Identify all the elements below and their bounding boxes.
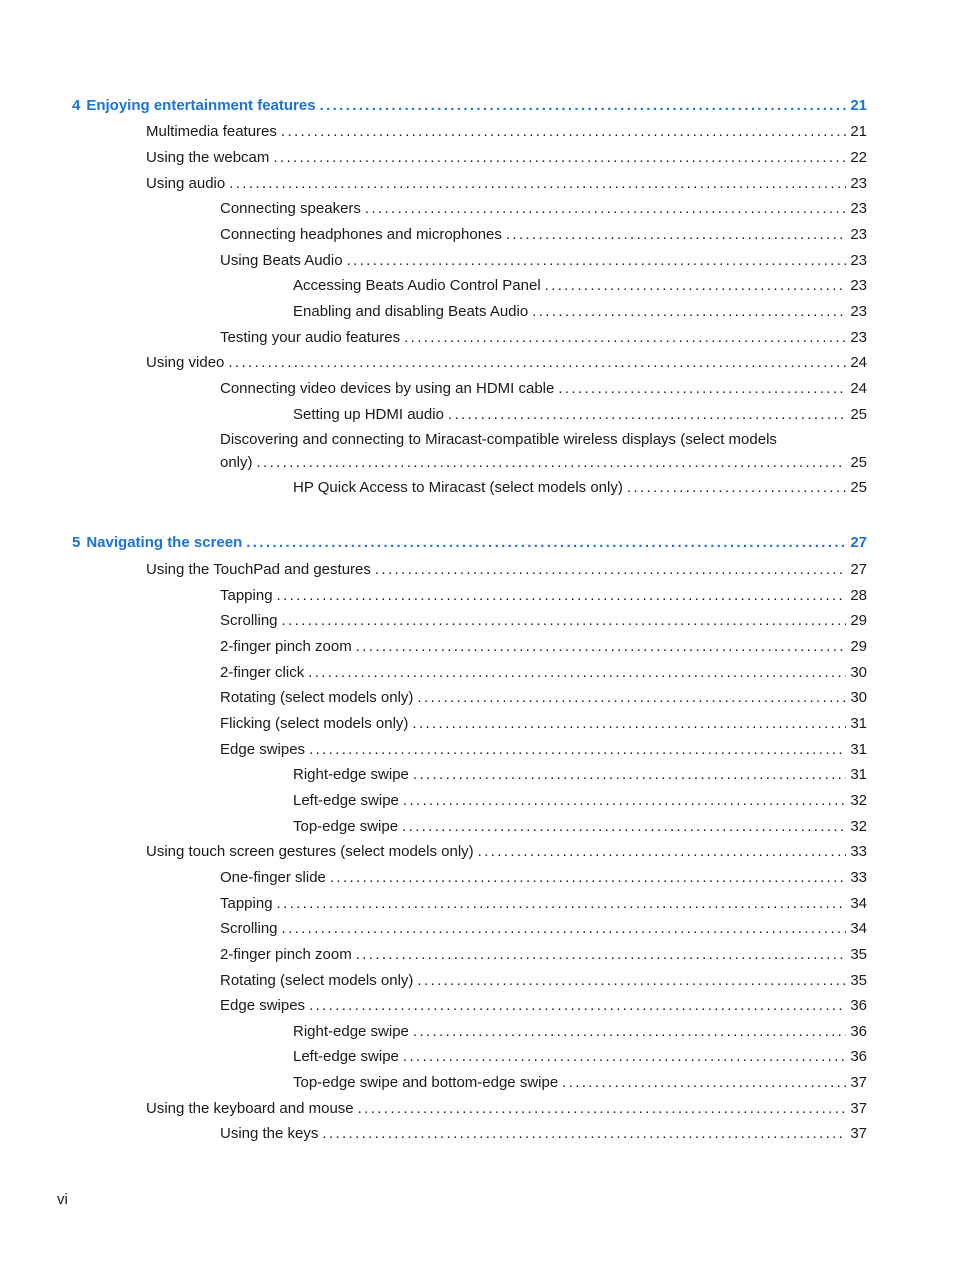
toc-page-number: 30	[850, 664, 867, 681]
dot-leader	[228, 352, 846, 374]
toc-entry-link[interactable]	[220, 918, 867, 940]
dot-leader	[558, 378, 846, 400]
toc-page-number: 25	[850, 479, 867, 496]
toc-entry-link[interactable]	[146, 559, 867, 581]
toc-entry-link[interactable]	[146, 352, 867, 374]
dot-leader	[358, 1098, 847, 1120]
toc-page-number: 23	[850, 303, 867, 320]
toc-page-number: 27	[850, 534, 867, 551]
toc-entry-title: Tapping	[220, 587, 273, 604]
toc-page-number: 23	[850, 175, 867, 192]
chapter-title: Enjoying entertainment features	[86, 97, 316, 114]
toc-entry-title: Left-edge swipe	[293, 792, 399, 809]
toc-entry-title: Rotating (select models only)	[220, 972, 414, 989]
toc-entry-title: Top-edge swipe and bottom-edge swipe	[293, 1074, 559, 1091]
toc-entry-title: Testing your audio features	[220, 329, 401, 346]
toc-entry-link[interactable]	[146, 841, 867, 863]
toc-chapter-link[interactable]	[72, 532, 867, 554]
dot-leader	[322, 1123, 846, 1145]
toc-entry-title: One-finger slide	[220, 869, 326, 886]
toc-entry-link[interactable]	[220, 585, 867, 607]
toc-page-number: 33	[850, 843, 867, 860]
toc-page-number: 25	[850, 406, 867, 423]
toc-entry-link[interactable]	[220, 378, 867, 400]
toc-page-number: 35	[850, 946, 867, 963]
dot-leader	[246, 532, 846, 554]
toc-entry-title: Enabling and disabling Beats Audio	[293, 303, 529, 320]
dot-leader	[282, 610, 847, 632]
toc-entry-link[interactable]	[220, 970, 867, 992]
toc-entry-link[interactable]	[293, 404, 867, 426]
dot-leader	[365, 198, 846, 220]
dot-leader	[448, 404, 846, 426]
dot-leader	[417, 687, 846, 709]
dot-leader	[229, 173, 846, 195]
toc-entry-title: Scrolling	[220, 612, 278, 629]
toc-entry-title: Left-edge swipe	[293, 1048, 399, 1065]
toc-entry-link[interactable]	[293, 1046, 867, 1068]
dot-leader	[309, 739, 846, 761]
toc-page-number: 29	[850, 612, 867, 629]
toc-entry-title: 2-finger pinch zoom	[220, 946, 352, 963]
toc-entry-title: Using touch screen gestures (select models only)	[146, 843, 474, 860]
dot-leader	[282, 918, 847, 940]
toc-entry-title: Using Beats Audio	[220, 252, 343, 269]
toc-entry-link[interactable]	[220, 713, 867, 735]
toc-entry-link[interactable]	[220, 224, 867, 246]
toc-entry-title: only)	[220, 454, 253, 471]
toc-entry-title: 2-finger click	[220, 664, 305, 681]
toc-entry-title: Connecting headphones and microphones	[220, 226, 502, 243]
chapter-number: 4	[72, 97, 81, 114]
toc-entry-title: Setting up HDMI audio	[293, 406, 444, 423]
dot-leader	[308, 662, 846, 684]
toc-entry-link[interactable]	[146, 147, 867, 169]
dot-leader	[281, 121, 846, 143]
toc-entry-link[interactable]	[220, 995, 867, 1017]
toc-entry-title: Using the keyboard and mouse	[146, 1100, 354, 1117]
toc-page-number: 23	[850, 200, 867, 217]
toc-entry-link[interactable]	[293, 764, 867, 786]
toc-entry-link[interactable]	[220, 198, 867, 220]
toc-page-number: 36	[850, 1023, 867, 1040]
toc-page-number: 23	[850, 226, 867, 243]
toc-entry-link[interactable]	[220, 687, 867, 709]
toc-page-number: 29	[850, 638, 867, 655]
toc-entry-link[interactable]	[146, 1098, 867, 1120]
toc-page-number: 32	[850, 818, 867, 835]
dot-leader	[375, 559, 846, 581]
toc-entry-link[interactable]	[220, 893, 867, 915]
dot-leader	[403, 1046, 846, 1068]
toc-entry-title: Accessing Beats Audio Control Panel	[293, 277, 541, 294]
toc-page-number: 31	[850, 741, 867, 758]
toc-entry-title: Right-edge swipe	[293, 766, 409, 783]
dot-leader	[347, 250, 847, 272]
dot-leader	[330, 867, 846, 889]
toc-page-number: 32	[850, 792, 867, 809]
toc-entry-title: Using the TouchPad and gestures	[146, 561, 371, 578]
toc-page-number: 21	[850, 123, 867, 140]
toc-entry-title: Tapping	[220, 895, 273, 912]
toc-entry-link[interactable]	[220, 662, 867, 684]
toc-entry-link[interactable]	[220, 739, 867, 761]
toc-entry-title: Connecting video devices by using an HDMI cable	[220, 380, 555, 397]
dot-leader	[403, 790, 846, 812]
toc-entry-link[interactable]	[146, 121, 867, 143]
toc-entry-link[interactable]	[293, 1072, 867, 1094]
dot-leader	[562, 1072, 846, 1094]
toc-entry-title: Top-edge swipe	[293, 818, 399, 835]
toc-entry-title: Edge swipes	[220, 997, 306, 1014]
dot-leader	[309, 995, 846, 1017]
toc-entry-link[interactable]	[220, 327, 867, 349]
toc-entry-title: Edge swipes	[220, 741, 306, 758]
chapter-number: 5	[72, 534, 81, 551]
toc-entry-link[interactable]	[293, 1021, 867, 1043]
dot-leader	[257, 452, 847, 474]
toc-page-number: 34	[850, 920, 867, 937]
toc-entry-link[interactable]	[146, 173, 867, 195]
toc-entry-title	[72, 532, 242, 554]
dot-leader	[404, 327, 846, 349]
toc-page-number: 33	[850, 869, 867, 886]
dot-leader	[277, 893, 847, 915]
toc-page-number: 37	[850, 1125, 867, 1142]
toc-entry-link[interactable]	[220, 867, 867, 889]
dot-leader	[417, 970, 846, 992]
dot-leader	[413, 764, 846, 786]
toc-entry-link[interactable]	[220, 610, 867, 632]
toc-chapter-link[interactable]	[72, 95, 867, 117]
toc-page-number: 30	[850, 689, 867, 706]
dot-leader	[277, 585, 847, 607]
toc-page-number: 35	[850, 972, 867, 989]
toc-entry-title-line[interactable]: Discovering and connecting to Miracast-compatible wireless displays (select models	[220, 431, 777, 448]
toc-page-number: 37	[850, 1074, 867, 1091]
toc-page-number: 25	[850, 454, 867, 471]
toc-page-number: 31	[850, 766, 867, 783]
toc-entry-link[interactable]	[293, 477, 867, 499]
dot-leader	[545, 275, 847, 297]
toc-page-number: 22	[850, 149, 867, 166]
dot-leader	[356, 944, 847, 966]
toc-entry-title: HP Quick Access to Miracast (select models only)	[293, 479, 623, 496]
dot-leader	[356, 636, 847, 658]
toc-entry-title: Scrolling	[220, 920, 278, 937]
toc-page-number: 34	[850, 895, 867, 912]
toc-entry-title: Multimedia features	[146, 123, 277, 140]
toc-entry-title	[72, 95, 316, 117]
toc-page-number: 36	[850, 1048, 867, 1065]
toc-entry-link[interactable]	[220, 636, 867, 658]
dot-leader	[402, 816, 846, 838]
toc-entry-title: Right-edge swipe	[293, 1023, 409, 1040]
toc-entry-link[interactable]	[220, 250, 867, 272]
toc-entry-link[interactable]	[220, 1123, 867, 1145]
toc-entry-link[interactable]	[293, 275, 867, 297]
toc-entry-title: 2-finger pinch zoom	[220, 638, 352, 655]
toc-page-number: 28	[850, 587, 867, 604]
toc-entry-link[interactable]	[293, 301, 867, 323]
dot-leader	[413, 1021, 846, 1043]
toc-page-number: 21	[850, 97, 867, 114]
chapter-title: Navigating the screen	[86, 534, 243, 551]
dot-leader	[478, 841, 847, 863]
toc-entry-link[interactable]	[220, 452, 867, 474]
toc-entry-title: Connecting speakers	[220, 200, 361, 217]
toc-entry-link[interactable]	[293, 816, 867, 838]
toc-page-number: 36	[850, 997, 867, 1014]
dot-leader	[320, 95, 847, 117]
toc-page-number: 23	[850, 252, 867, 269]
toc-page-number: 24	[850, 380, 867, 397]
toc-entry-title: Using audio	[146, 175, 226, 192]
dot-leader	[532, 301, 846, 323]
toc-page-number: 23	[850, 277, 867, 294]
toc-page-number: 24	[850, 354, 867, 371]
dot-leader	[506, 224, 846, 246]
toc-page-number: 27	[850, 561, 867, 578]
toc-entry-title: Using the keys	[220, 1125, 319, 1142]
dot-leader	[412, 713, 846, 735]
toc-entry-link[interactable]	[220, 944, 867, 966]
toc-entry-link[interactable]	[293, 790, 867, 812]
toc-entry-title: Rotating (select models only)	[220, 689, 414, 706]
toc-entry-title: Using the webcam	[146, 149, 270, 166]
toc-entry-title: Using video	[146, 354, 225, 371]
dot-leader	[273, 147, 846, 169]
page-number-footer: vi	[57, 1191, 68, 1208]
dot-leader	[627, 477, 846, 499]
toc-page-number: 23	[850, 329, 867, 346]
toc-page-number: 31	[850, 715, 867, 732]
toc-entry-title: Flicking (select models only)	[220, 715, 409, 732]
toc-page-number: 37	[850, 1100, 867, 1117]
